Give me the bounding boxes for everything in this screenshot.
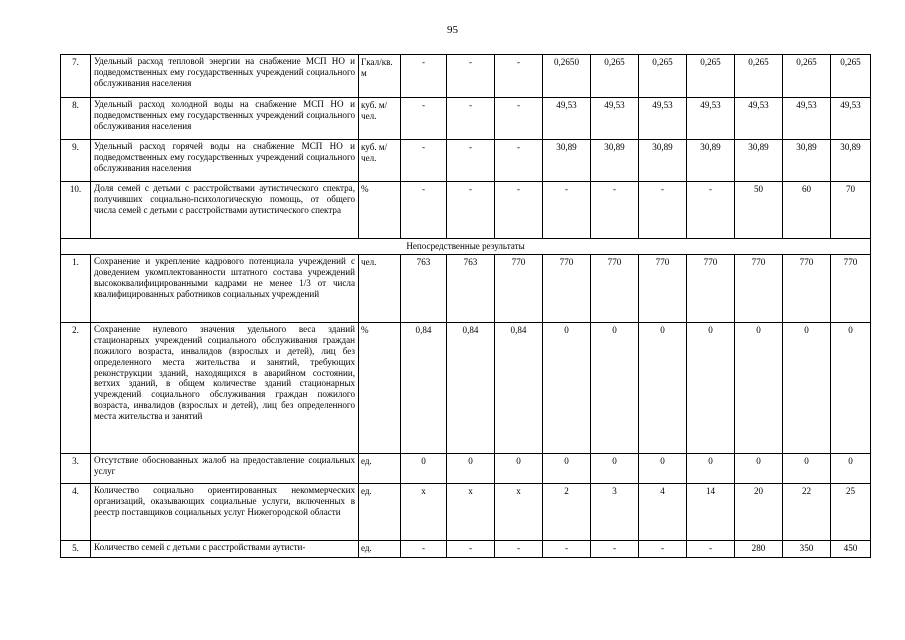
value-cell: 770	[831, 254, 871, 322]
value-cell: -	[687, 540, 735, 557]
indicator-name: Удельный расход тепловой энергии на снабжение МСП НО и подведомственных ему государственных учреждений социального обслуживания населения	[91, 55, 359, 98]
value-cell: 770	[783, 254, 831, 322]
value-cell: 770	[591, 254, 639, 322]
table-row	[61, 140, 871, 182]
unit-cell: чел.	[359, 254, 401, 322]
value-cell: 0,265	[687, 55, 735, 98]
value-cell: 0	[687, 453, 735, 483]
value-cell: -	[495, 540, 543, 557]
indicator-name: Сохранение и укрепление кадрового потенциала учреждений с доведением укомплектованности штатного состава учреждений высококвалифицированными кадрами не менее 1/3 от числа квалифицированных работников социальных учреждений	[91, 254, 359, 322]
row-number: 10.	[61, 182, 91, 239]
value-cell: 0,84	[495, 322, 543, 453]
value-cell: -	[495, 182, 543, 239]
table-row	[61, 322, 871, 453]
value-cell: -	[447, 55, 495, 98]
row-number: 4.	[61, 483, 91, 540]
row-number: 5.	[61, 540, 91, 557]
unit-cell: Гкал/кв. м	[359, 55, 401, 98]
value-cell: -	[447, 540, 495, 557]
unit-cell: куб. м/чел.	[359, 140, 401, 182]
value-cell: 0	[591, 322, 639, 453]
section-row	[61, 239, 871, 255]
value-cell: 0	[401, 453, 447, 483]
value-cell: -	[687, 182, 735, 239]
value-cell: -	[591, 182, 639, 239]
value-cell: 0,84	[401, 322, 447, 453]
value-cell: 0	[735, 322, 783, 453]
value-cell: 49,53	[687, 98, 735, 140]
value-cell: -	[401, 182, 447, 239]
value-cell: -	[495, 140, 543, 182]
value-cell: 30,89	[735, 140, 783, 182]
value-cell: 49,53	[783, 98, 831, 140]
value-cell: 25	[831, 483, 871, 540]
value-cell: 763	[401, 254, 447, 322]
value-cell: 770	[735, 254, 783, 322]
value-cell: -	[639, 540, 687, 557]
value-cell: 30,89	[543, 140, 591, 182]
table-row	[61, 540, 871, 557]
indicators-table	[60, 54, 871, 558]
unit-cell: ед.	[359, 453, 401, 483]
value-cell: 280	[735, 540, 783, 557]
value-cell: 60	[783, 182, 831, 239]
value-cell: 0	[543, 453, 591, 483]
value-cell: 30,89	[831, 140, 871, 182]
value-cell: 0,265	[591, 55, 639, 98]
value-cell: 763	[447, 254, 495, 322]
table-row	[61, 98, 871, 140]
table-body-top	[61, 55, 871, 239]
value-cell: 49,53	[831, 98, 871, 140]
unit-cell: куб. м/чел.	[359, 98, 401, 140]
value-cell: 0	[831, 453, 871, 483]
value-cell: 49,53	[735, 98, 783, 140]
value-cell: 0	[639, 322, 687, 453]
indicator-name: Отсутствие обоснованных жалоб на предоставление социальных услуг	[91, 453, 359, 483]
value-cell: -	[495, 98, 543, 140]
indicator-name: Количество семей с детьми с расстройствами аутисти-	[91, 540, 359, 557]
row-number: 7.	[61, 55, 91, 98]
indicator-name: Удельный расход холодной воды на снабжение МСП НО и подведомственных ему государственных учреждений социального обслуживания населения	[91, 98, 359, 140]
value-cell: 0	[687, 322, 735, 453]
value-cell: 3	[591, 483, 639, 540]
value-cell: 450	[831, 540, 871, 557]
unit-cell: %	[359, 182, 401, 239]
value-cell: 0	[591, 453, 639, 483]
value-cell: 30,89	[639, 140, 687, 182]
row-number: 2.	[61, 322, 91, 453]
value-cell: 50	[735, 182, 783, 239]
section-heading: Непосредственные результаты	[61, 239, 871, 255]
value-cell: 0	[639, 453, 687, 483]
value-cell: 4	[639, 483, 687, 540]
indicator-name: Количество социально ориентированных некоммерческих организаций, оказывающих социальные услуги, включенных в реестр поставщиков социальных услуг Нижегородской области	[91, 483, 359, 540]
value-cell: 0	[543, 322, 591, 453]
value-cell: 49,53	[543, 98, 591, 140]
value-cell: 770	[543, 254, 591, 322]
value-cell: -	[591, 540, 639, 557]
value-cell: 30,89	[687, 140, 735, 182]
value-cell: 770	[495, 254, 543, 322]
value-cell: 0,265	[639, 55, 687, 98]
indicator-name: Сохранение нулевого значения удельного веса зданий стационарных учреждений социального обслуживания граждан пожилого возраста, инвалидов (взрослых и детей), лиц без определенного места жительства и занятий, требующих реконструкции зданий, находящихся в аварийном состоянии, ветхих зданий, в общем количестве зданий стационарных учреждений социального обслуживания граждан пожилого возраста, инвалидов (взрослых и детей), лиц без определенного места жительства и занятий	[91, 322, 359, 453]
value-cell: -	[401, 98, 447, 140]
value-cell: 70	[831, 182, 871, 239]
value-cell: 0	[735, 453, 783, 483]
value-cell: х	[495, 483, 543, 540]
value-cell: -	[639, 182, 687, 239]
value-cell: -	[447, 140, 495, 182]
value-cell: 0	[783, 453, 831, 483]
table-row	[61, 483, 871, 540]
table-body-bottom	[61, 254, 871, 557]
value-cell: 14	[687, 483, 735, 540]
row-number: 9.	[61, 140, 91, 182]
row-number: 8.	[61, 98, 91, 140]
value-cell: 0	[783, 322, 831, 453]
value-cell: -	[401, 540, 447, 557]
value-cell: 20	[735, 483, 783, 540]
value-cell: 0,265	[783, 55, 831, 98]
value-cell: 770	[687, 254, 735, 322]
value-cell: -	[495, 55, 543, 98]
value-cell: -	[543, 540, 591, 557]
value-cell: 0	[447, 453, 495, 483]
indicator-name: Удельный расход горячей воды на снабжение МСП НО и подведомственных ему государственных учреждений социального обслуживания населения	[91, 140, 359, 182]
value-cell: 30,89	[783, 140, 831, 182]
indicator-name: Доля семей с детьми с расстройствами аутистического спектра, получивших социально-психологическую помощь, от общего числа семей с детьми с расстройствами аутистического спектра	[91, 182, 359, 239]
value-cell: х	[447, 483, 495, 540]
unit-cell: %	[359, 322, 401, 453]
value-cell: 22	[783, 483, 831, 540]
value-cell: 0,2650	[543, 55, 591, 98]
value-cell: -	[447, 98, 495, 140]
value-cell: -	[401, 55, 447, 98]
value-cell: 30,89	[591, 140, 639, 182]
unit-cell: ед.	[359, 540, 401, 557]
value-cell: 2	[543, 483, 591, 540]
value-cell: 49,53	[591, 98, 639, 140]
value-cell: 350	[783, 540, 831, 557]
value-cell: 0,84	[447, 322, 495, 453]
value-cell: -	[543, 182, 591, 239]
row-number: 1.	[61, 254, 91, 322]
value-cell: 49,53	[639, 98, 687, 140]
table-row	[61, 55, 871, 98]
value-cell: 0,265	[831, 55, 871, 98]
value-cell: 0	[495, 453, 543, 483]
unit-cell: ед.	[359, 483, 401, 540]
table-row	[61, 254, 871, 322]
value-cell: 770	[639, 254, 687, 322]
value-cell: -	[401, 140, 447, 182]
value-cell: 0	[831, 322, 871, 453]
table-section	[61, 239, 871, 255]
table-row	[61, 453, 871, 483]
value-cell: х	[401, 483, 447, 540]
row-number: 3.	[61, 453, 91, 483]
page-number: 95	[447, 24, 458, 36]
value-cell: -	[447, 182, 495, 239]
value-cell: 0,265	[735, 55, 783, 98]
table-row	[61, 182, 871, 239]
